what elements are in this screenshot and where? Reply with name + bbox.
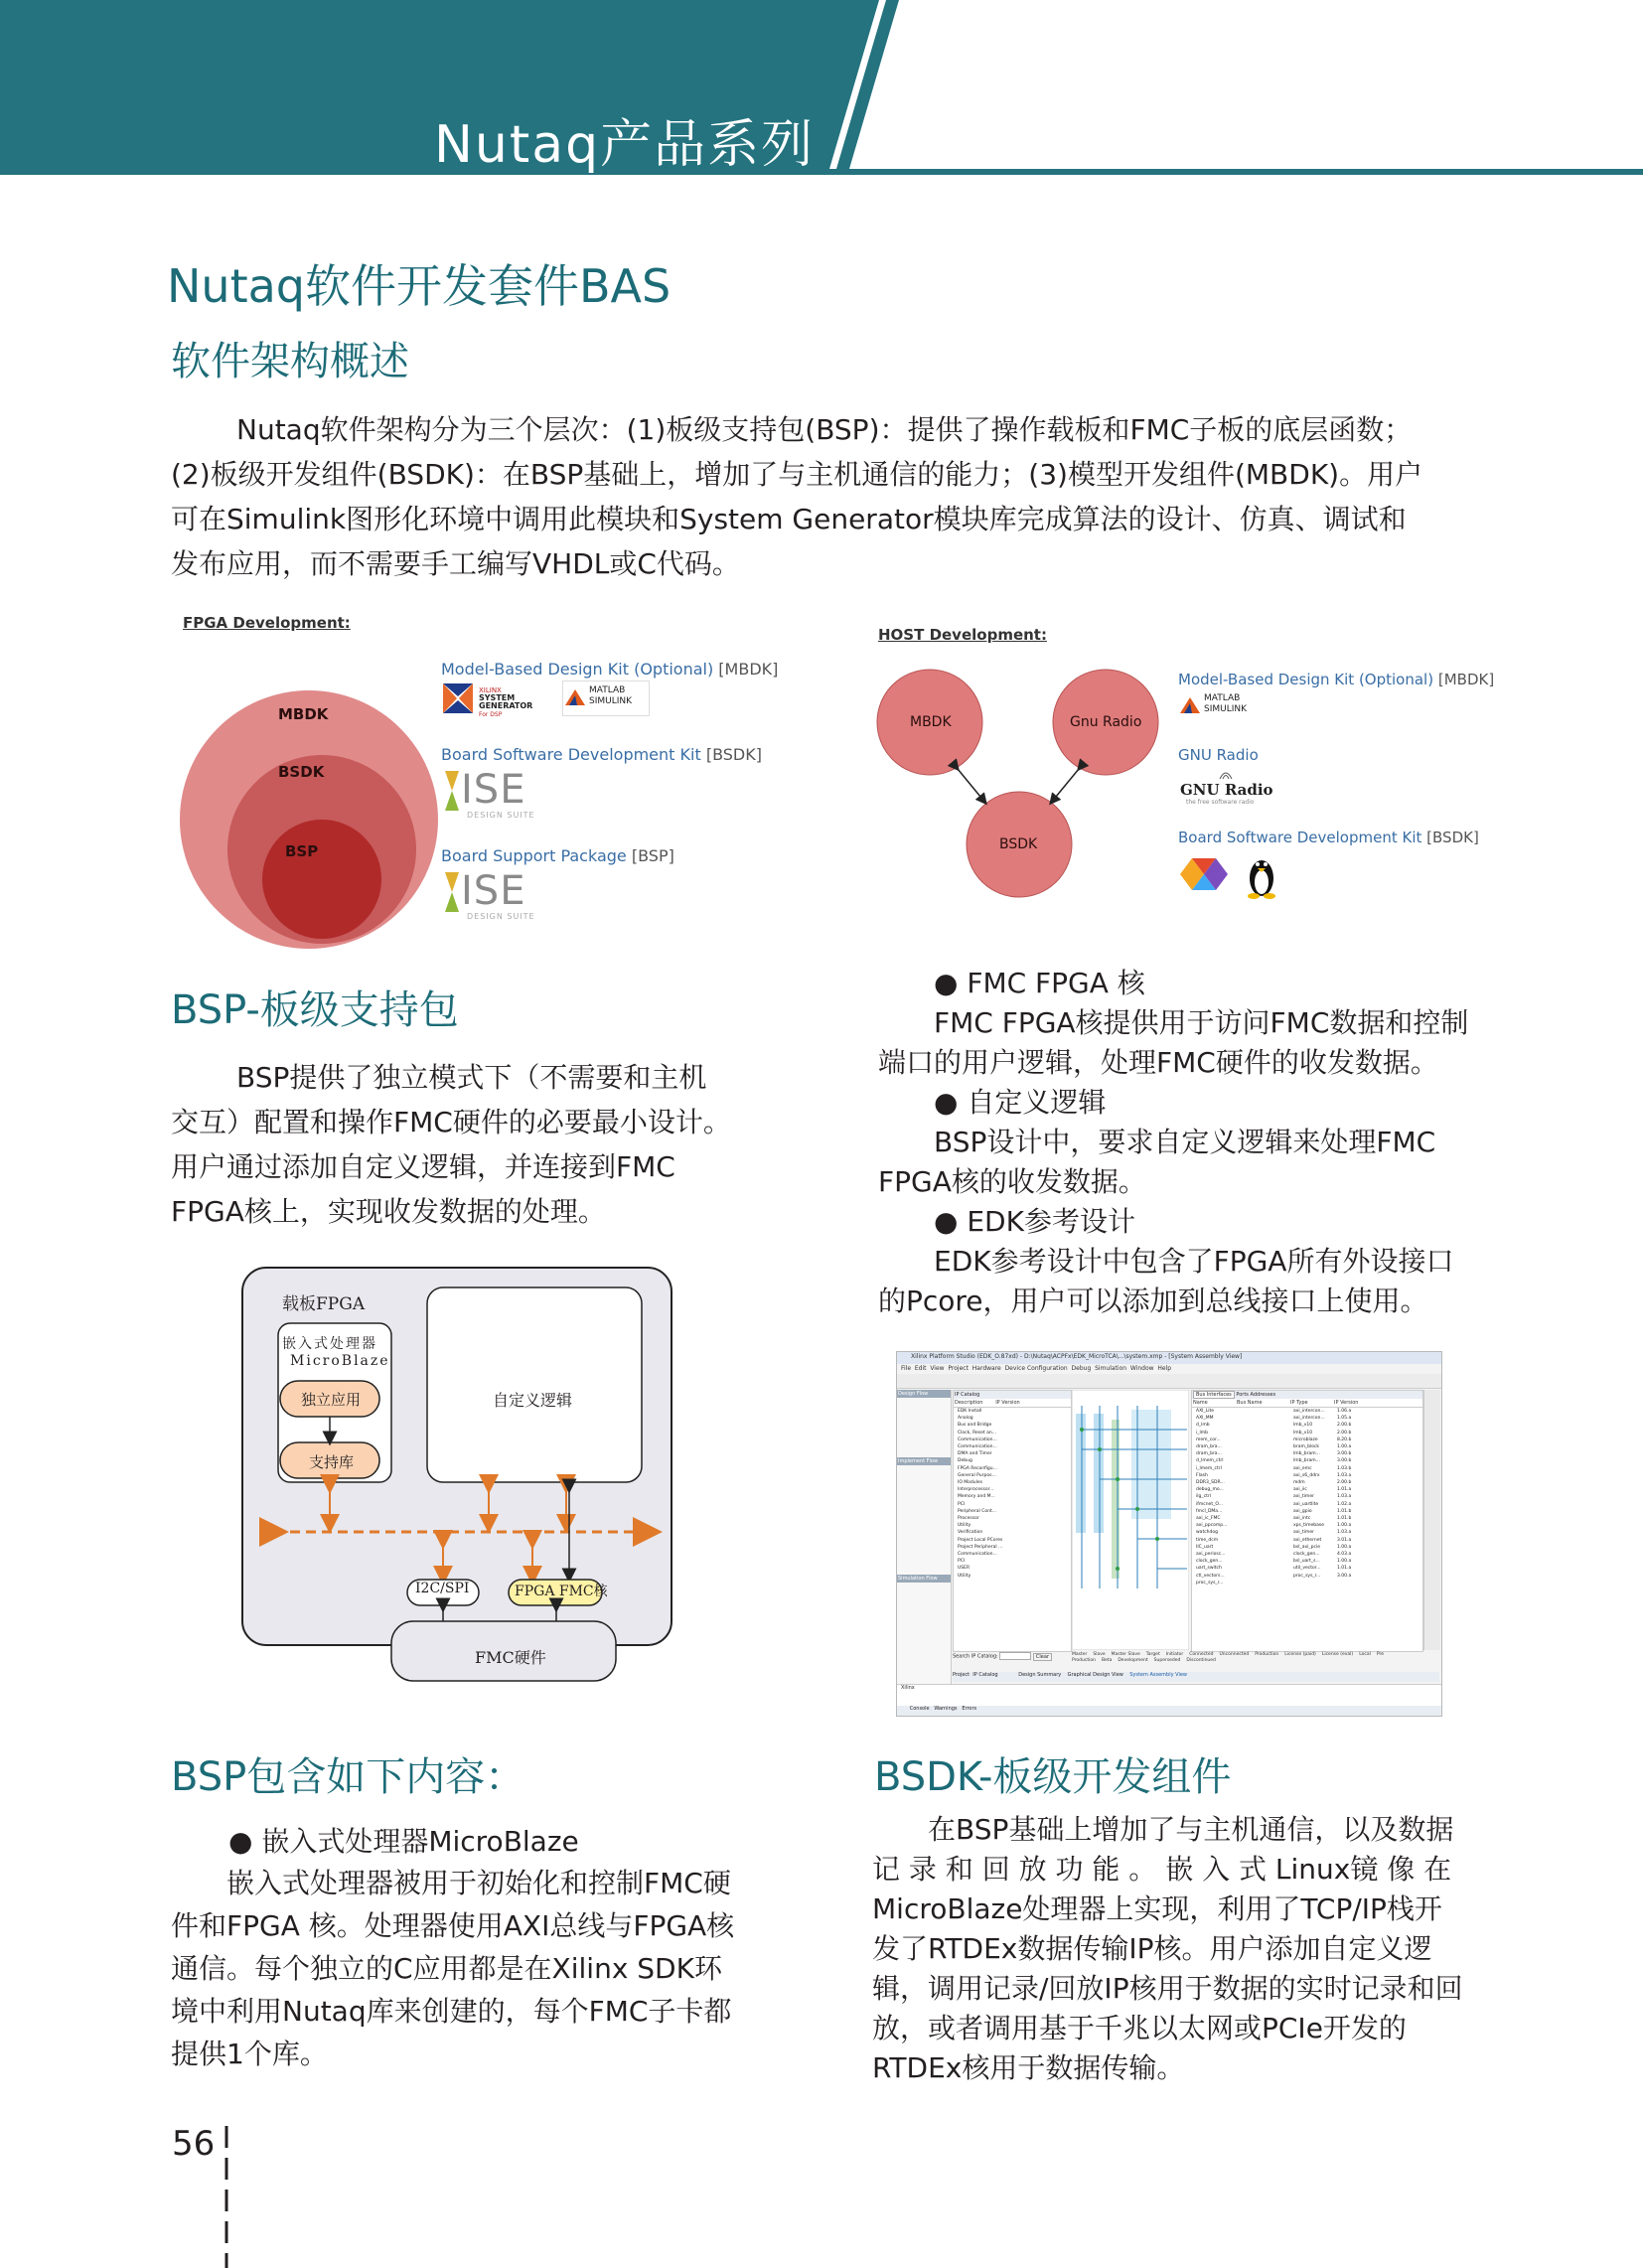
bus-table-row[interactable] (1192, 1515, 1422, 1522)
ip-catalog-row[interactable]: USER (958, 1566, 971, 1572)
bus-name-cell: AXI_Lite (1196, 1409, 1215, 1414)
shot-legend (1072, 1652, 1421, 1672)
kit-name: Model-Based Design Kit (Optional) (441, 660, 714, 679)
legend-item: Pre Production (1072, 1652, 1385, 1663)
overview-line: 发布应用，而不需要手工编写VHDL或C代码。 (171, 547, 740, 580)
ip-catalog-row[interactable]: EDK Install (958, 1409, 982, 1414)
ip-type-cell: bram_block (1293, 1444, 1320, 1450)
ip-catalog-row[interactable]: Communication... (958, 1436, 997, 1442)
matlab-simulink-logo: MATLAB SIMULINK (562, 680, 650, 716)
bsp-line: 交互）配置和操作FMC硬件的必要最小设计。 (171, 1106, 731, 1138)
bus-table-row[interactable] (1192, 1551, 1422, 1558)
bus-name-cell: uart_switch (1196, 1566, 1222, 1572)
bsdk-paragraph (872, 1810, 1468, 2088)
windows-linux-logos (1178, 850, 1287, 900)
bus-name-cell: axi_periosc... (1196, 1552, 1226, 1558)
ip-type-cell: axi_s6_ddrx (1293, 1472, 1320, 1478)
bsp-line: 用户通过添加自定义逻辑，并连接到FMC (171, 1150, 675, 1183)
kit-abbr: [BSP] (631, 846, 674, 865)
ip-version-cell: 1.01.a (1337, 1487, 1352, 1493)
ip-version-cell: 4.03.a (1337, 1552, 1352, 1558)
item-line: FMC FPGA核提供用于访问FMC数据和控制 (934, 1006, 1469, 1039)
ip-catalog-row[interactable]: Project Local PCores (958, 1537, 1003, 1543)
bus-table-row[interactable] (1192, 1479, 1422, 1486)
bus-table-row[interactable] (1192, 1465, 1422, 1472)
bus-table-row[interactable] (1192, 1430, 1422, 1436)
right-column-items (878, 964, 1474, 1321)
mbdk-circle-label: MBDK (278, 705, 329, 723)
bus-name-cell: proc_sys_r... (1196, 1580, 1224, 1586)
ip-version-cell: 1.03.b (1337, 1465, 1352, 1471)
ip-version-cell: 2.00.b (1337, 1480, 1352, 1486)
legend-item: License (eval) (1321, 1652, 1354, 1657)
bsp-content-line: 境中利用Nutaq库来创建的，每个FMC子卡都 (171, 1995, 732, 2028)
ip-type-cell: lmb_v10 (1293, 1423, 1313, 1429)
ip-type-cell: clock_gen... (1293, 1552, 1320, 1558)
ip-version-cell: 2.00.b (1337, 1423, 1352, 1429)
bus-name-cell: fmcl_DMa... (1196, 1508, 1223, 1514)
xps-screenshot (896, 1351, 1442, 1717)
ip-type-cell: lmb_bram... (1293, 1451, 1320, 1457)
ip-type-cell: axi_intercon... (1293, 1416, 1325, 1422)
item-paragraph (878, 1123, 1474, 1202)
bus-name-cell: Flash (1196, 1472, 1208, 1478)
bus-name-cell: watchdog (1196, 1530, 1218, 1536)
bus-name-cell: debug_mo... (1196, 1487, 1224, 1493)
ip-catalog-row[interactable]: Interprocessor... (958, 1487, 994, 1493)
bsdk-line: RTDEx核用于数据传输。 (872, 2051, 1185, 2084)
ip-version-cell: 1.00.a (1337, 1523, 1352, 1529)
bsdk-line: 记 录 和 回 放 功 能 。 嵌 入 式 Linux镜 像 在 (872, 1853, 1452, 1886)
host-kit-bsdk (1178, 829, 1479, 846)
legend-item: Beta (1101, 1658, 1113, 1663)
ip-version-cell: 2.00.b (1337, 1430, 1352, 1436)
kit-name: Model-Based Design Kit (Optional) (1178, 671, 1434, 688)
item-line: BSP设计中，要求自定义逻辑来处理FMC (934, 1126, 1436, 1158)
ip-catalog-row[interactable]: Debug (958, 1458, 972, 1464)
ip-type-cell: bsl_axi_pcie (1293, 1544, 1320, 1550)
ip-type-cell: axi_uartlite (1293, 1501, 1319, 1507)
legend-item: Unconnected (1219, 1652, 1250, 1657)
host-graph-diagram (874, 666, 1172, 914)
ip-version-cell: 1.01.b (1337, 1508, 1352, 1514)
ip-version-cell: 1.02.a (1337, 1501, 1352, 1507)
bus-name-cell: i_lmem_ctrl (1196, 1465, 1222, 1471)
legend-item: Superseded (1153, 1658, 1181, 1663)
ip-catalog-row[interactable]: Communication... (958, 1444, 997, 1450)
ip-type-cell: util_vector... (1293, 1566, 1321, 1572)
overview-line: 可在Simulink图形化环境中调用此模块和System Generator模块库完成算法的设计、仿真、调试和 (171, 503, 1407, 535)
ip-version-cell: 1.03.a (1337, 1494, 1352, 1500)
ip-catalog-list (954, 1408, 1071, 1580)
carrier-fpga-diagram (238, 1264, 675, 1685)
item-bullet: ● EDK参考设计 (934, 1205, 1135, 1238)
standalone-app-label: 独立应用 (301, 1391, 362, 1409)
bus-name-cell: ifmcnet_O... (1196, 1501, 1223, 1507)
bus-table-row[interactable] (1192, 1508, 1422, 1515)
item-line: 端口的用户逻辑，处理FMC硬件的收发数据。 (878, 1046, 1438, 1079)
kit-name: Board Software Development Kit (1178, 829, 1422, 846)
ip-catalog-row[interactable]: Processor (958, 1516, 979, 1522)
bus-table-row[interactable] (1192, 1501, 1422, 1508)
bus-name-cell: i_lmb (1196, 1430, 1208, 1436)
visual-studio-icon (1180, 858, 1228, 890)
shot-design-flow-panel: Design Flow Implement Flow Simulation Flow (897, 1390, 952, 1688)
bus-table-row[interactable] (1192, 1472, 1422, 1479)
bsdk-line: 放，或者调用基于千兆以太网或PCIe开发的 (872, 2012, 1407, 2044)
support-lib-label: 支持库 (309, 1453, 355, 1471)
shot-menubar: File Edit View Project Hardware Device Configuration Debug Simulation Window Help (901, 1365, 1172, 1372)
xilinx-sysgen-logo: XILINX SYSTEM GENERATOR For DSP (441, 681, 555, 717)
page-number: 56 (172, 2124, 216, 2164)
bus-name-cell: axi_ppcomp... (1196, 1523, 1228, 1529)
tux-icon (1248, 860, 1275, 899)
ip-catalog-row[interactable]: Peripheral Cont... (958, 1508, 996, 1514)
ip-type-cell: lmb_v10 (1293, 1430, 1313, 1436)
fpga-kit-bsdk (441, 745, 762, 764)
kit-abbr: [BSDK] (1426, 829, 1479, 846)
ip-catalog-row[interactable]: PCI (958, 1559, 966, 1565)
shot-toolbar (897, 1374, 1441, 1389)
kit-abbr: [MBDK] (1437, 671, 1495, 688)
ip-catalog-row[interactable]: Analog (958, 1416, 973, 1422)
shot-right-sidebar (1423, 1390, 1440, 1650)
bus-name-cell: dram_bra... (1196, 1451, 1222, 1457)
bsp-content-line: 嵌入式处理器被用于初始化和控制FMC硬 (226, 1867, 731, 1899)
bus-name-cell: mem_cor... (1196, 1436, 1221, 1442)
bus-table-row[interactable] (1192, 1573, 1422, 1580)
item-line: EDK参考设计中包含了FPGA所有外设接口 (934, 1245, 1454, 1278)
ip-type-cell: axi_intercon... (1293, 1409, 1325, 1414)
bus-table-row[interactable] (1192, 1450, 1422, 1457)
ip-version-cell: 3.01.a (1337, 1537, 1352, 1543)
ip-type-cell: lmb_bram... (1293, 1458, 1320, 1464)
ip-catalog-row[interactable]: Project Peripheral ... (958, 1544, 1003, 1550)
ip-catalog-row[interactable]: PCI (958, 1501, 966, 1507)
ip-type-cell: proc_sys_r... (1293, 1573, 1321, 1579)
ip-catalog-row[interactable]: Verification (958, 1530, 983, 1536)
bus-table-row[interactable] (1192, 1422, 1422, 1429)
bsdk-line: 发了RTDEx数据传输IP核。用户添加自定义逻 (872, 1932, 1432, 1965)
legend-item: License (paid) (1284, 1652, 1316, 1657)
custom-logic-box (427, 1287, 642, 1482)
item-paragraph (878, 1242, 1474, 1321)
item-line: FPGA核的收发数据。 (878, 1165, 1146, 1198)
microblaze-label: MicroBlaze (290, 1353, 390, 1369)
bsdk-line: 在BSP基础上增加了与主机通信，以及数据 (928, 1813, 1454, 1846)
ip-catalog-row[interactable]: Clock, Reset an... (958, 1430, 996, 1436)
shot-bus-table: Bus Interfaces Ports Addresses Name Bus Name IP Type IP Version AXI_Lite axi_intercon... 1.06.a AXI_MM axi_intercon... 1.05.a d_lmb lmb_v10 2.00.b i_lmb lmb_v10 2.00.b mem_cor... microblaze 8.20.b dram_bra... bram_block 1.00.a dram_bra... lmb_bram... 3.00.b d_lmem_ctrl lmb_bram... 3.00.b i_lmem_ctrl axi_emc 1.03.b Flash axi_s6_ddrx 1.03.a DDR3_SDR... mdm 2.00.b debug_mo... axi_iic 1.01.a ilg_ctrl axi_timer 1.03.a ifmcnet_O... axi_uartlite 1.02.a fmcl_DMa... axi_gpio 1.01.b axi_ic_FMC axi_intc 1.01.b axi_ppcomp... xps_timebase 1.00.a watchdog axi_timer 1.03.a time_dcm axi_ethernet 3.01.a IIC_uart bsl_axi_pcie 1.00.a axi_periosc... clock_gen... 4.03.a clock_gen... bsl_uart_s... 1.00.a uart_switch util_vector... 1.01.a ctl_vectors... proc_sys_r... 3.00.a proc_sys_r... (1191, 1390, 1423, 1652)
item-paragraph (878, 1003, 1474, 1083)
legend-item: Production (1255, 1652, 1279, 1657)
ip-catalog-row[interactable]: Utility (958, 1573, 971, 1579)
fpga-kit-mbdk (441, 660, 778, 679)
ip-type-cell: mdm (1293, 1480, 1305, 1486)
bsdk-line: MicroBlaze处理器上实现，利用了TCP/IP栈开 (872, 1892, 1442, 1925)
kit-name: Board Support Package (441, 846, 627, 865)
ise-logo: ISE DESIGN SUITE (441, 767, 560, 819)
ip-type-cell: axi_iic (1293, 1487, 1307, 1493)
overview-heading: 软件架构概述 (171, 339, 409, 384)
ip-version-cell: 1.05.a (1337, 1416, 1352, 1422)
bus-table-row[interactable] (1192, 1493, 1422, 1500)
ip-type-cell: xps_timebase (1293, 1523, 1325, 1529)
ip-type-cell: microblaze (1293, 1436, 1318, 1442)
ip-version-cell: 1.01.a (1337, 1566, 1352, 1572)
ip-version-cell: 1.03.a (1337, 1472, 1352, 1478)
bus-name-cell: d_lmem_ctrl (1196, 1458, 1224, 1464)
ip-catalog-row[interactable]: Communication... (958, 1552, 997, 1558)
kit-abbr: [MBDK] (718, 660, 779, 679)
fpga-dev-label: FPGA Development: (183, 614, 351, 632)
ip-type-cell: axi_intc (1293, 1516, 1311, 1522)
ip-version-cell: 1.01.b (1337, 1516, 1352, 1522)
ip-version-cell: 1.03.a (1337, 1530, 1352, 1536)
bus-name-cell: time_dcm (1196, 1537, 1219, 1543)
fpga-fmc-core-label: FPGA FMC核 (515, 1584, 608, 1599)
bus-table-row[interactable] (1192, 1537, 1422, 1544)
bsp-content-line: 提供1个库。 (171, 2038, 328, 2070)
legend-item: Master (1072, 1652, 1088, 1657)
bsp-paragraph (171, 1055, 787, 1234)
host-kit-mbdk (1178, 671, 1494, 688)
bus-name-cell: DDR3_SDR... (1196, 1480, 1225, 1486)
kit-name: Board Software Development Kit (441, 745, 701, 764)
shot-bus-diagram (1072, 1390, 1189, 1650)
host-kit-gnuradio: GNU Radio (1178, 746, 1259, 764)
bsp-content-line: 通信。每个独立的C应用都是在Xilinx SDK环 (171, 1952, 722, 1985)
bus-name-cell: IIC_uart (1196, 1544, 1214, 1550)
kit-abbr: [BSDK] (705, 745, 762, 764)
gnuradio-logo: GNU Radio the free software radio (1178, 767, 1277, 807)
overview-line: (2)板级开发组件(BSDK)：在BSP基础上，增加了与主机通信的能力；(3)模型开发组件(MBDK)。用户 (171, 458, 1423, 491)
bus-table-row[interactable] (1192, 1408, 1422, 1415)
ip-catalog-row[interactable]: FPGA Reconfigu... (958, 1465, 997, 1471)
bus-table-row[interactable] (1192, 1436, 1422, 1443)
ip-version-cell: 1.00.a (1337, 1559, 1352, 1565)
bus-table-row[interactable] (1192, 1443, 1422, 1450)
legend-item: Target (1145, 1652, 1160, 1657)
item-line: 的Pcore，用户可以添加到总线接口上使用。 (878, 1285, 1428, 1317)
host-dev-label: HOST Development: (878, 626, 1047, 644)
ip-catalog-row[interactable]: DMA and Timer (958, 1451, 992, 1457)
ip-type-cell: axi_gpio (1293, 1508, 1312, 1514)
bus-table-row[interactable] (1192, 1558, 1422, 1565)
bsp-content-heading: BSP包含如下内容： (171, 1754, 525, 1800)
fpga-kit-bsp (441, 846, 674, 865)
ip-catalog-row[interactable]: Memory and M... (958, 1494, 995, 1500)
bsdk-line: 辑，调用记录/回放IP核用于数据的实时记录和回 (872, 1972, 1463, 2005)
legend-item: Discontinued (1186, 1658, 1216, 1663)
ip-type-cell: axi_timer (1293, 1530, 1314, 1536)
legend-item: Connected (1189, 1652, 1214, 1657)
fmc-hardware-label: FMC硬件 (475, 1648, 546, 1667)
bsp-heading: BSP-板级支持包 (171, 987, 459, 1033)
ip-type-cell: bsl_uart_s... (1293, 1559, 1320, 1565)
bus-name-cell: d_lmb (1196, 1423, 1210, 1429)
ise-logo: ISE DESIGN SUITE (441, 868, 560, 920)
shot-search-row: Search IP Catalog: Clear (953, 1652, 1070, 1662)
host-node-mbdk: MBDK (910, 714, 952, 730)
bus-table-row[interactable] (1192, 1544, 1422, 1551)
legend-item: Local (1359, 1652, 1371, 1657)
shot-title: Xilinx Platform Studio (EDK_O.87xd) - D:\Nutaq\ACPFx\EDK_MicroTCA\...\system.xmp - [System Assembly View] (911, 1353, 1243, 1360)
shot-ip-catalog: IP Catalog Description IP Version EDK Install Analog Bus and Bridge Clock, Reset an... Communication... Communication... DMA and Timer Debug FPGA Reconfigu... General Purpos... IO Modules Interprocessor... Memory and M... PCI Peripheral Cont... Processor Utility Verification Project Local PCores Project Peripheral ... Communication... PCI USER Utility (953, 1390, 1072, 1652)
ip-version-cell: 8.20.b (1337, 1436, 1352, 1442)
document-title: Nutaq软件开发套件BAS (167, 259, 672, 313)
bus-table-rows (1192, 1408, 1422, 1587)
bus-table-row[interactable] (1192, 1529, 1422, 1536)
i2c-spi-label: I2C/SPI (415, 1581, 470, 1596)
ip-catalog-row[interactable]: Utility (958, 1523, 971, 1529)
bsdk-circle-label: BSDK (278, 763, 325, 781)
ip-version-cell: 1.06.a (1337, 1409, 1352, 1414)
legend-item: Development (1118, 1658, 1148, 1663)
shot-view-tabs: Project IP Catalog Design Summary Graphical Design View System Assembly View (953, 1672, 1439, 1682)
shot-titlebar (897, 1352, 1441, 1364)
bus-name-cell: ctl_vectors... (1196, 1573, 1225, 1579)
overview-line: Nutaq软件架构分为三个层次：(1)板级支持包(BSP)：提供了操作载板和FMC子板的底层函数； (236, 413, 1413, 446)
bsp-circle (262, 820, 381, 939)
legend-item: Slave (1093, 1652, 1106, 1657)
page-title: Nutaq产品系列 (434, 115, 816, 175)
ip-catalog-row[interactable]: General Purpos... (958, 1472, 996, 1478)
bus-table-row[interactable] (1192, 1415, 1422, 1422)
ip-type-cell: axi_ethernet (1293, 1537, 1322, 1543)
host-node-bsdk: BSDK (999, 836, 1038, 852)
bus-table-row[interactable] (1192, 1580, 1422, 1587)
ip-version-cell: 1.00.a (1337, 1444, 1352, 1450)
host-node-gnuradio: Gnu Radio (1070, 714, 1142, 730)
bus-table-row[interactable] (1192, 1457, 1422, 1464)
matlab-simulink-logo: MATLAB SIMULINK (1178, 689, 1264, 723)
bsp-line: BSP提供了独立模式下（不需要和主机 (236, 1061, 707, 1094)
shot-console: Xilinx (897, 1684, 1441, 1707)
item-bullet: ● FMC FPGA 核 (934, 967, 1145, 999)
ip-version-cell: 3.00.b (1337, 1458, 1352, 1464)
ip-version-cell: 3.00.b (1337, 1451, 1352, 1457)
bus-name-cell: clock_gen... (1196, 1559, 1223, 1565)
bus-table-row[interactable] (1192, 1522, 1422, 1529)
embedded-processor-label: 嵌入式处理器 (282, 1336, 377, 1352)
ip-type-cell: axi_timer (1293, 1494, 1314, 1500)
footer-dashed-line (224, 2126, 228, 2268)
legend-item: Initiator (1165, 1652, 1184, 1657)
shot-console-tabs: Console Warnings Errors (897, 1706, 1441, 1716)
ip-version-cell: 1.00.a (1337, 1544, 1352, 1550)
bsp-content-paragraph (171, 1862, 787, 2075)
carrier-fpga-label: 载板FPGA (282, 1294, 366, 1314)
custom-logic-label: 自定义逻辑 (493, 1391, 573, 1410)
ip-version-cell: 3.00.a (1337, 1573, 1352, 1579)
bus-table-row[interactable] (1192, 1565, 1422, 1572)
ip-catalog-row[interactable]: IO Modules (958, 1480, 983, 1486)
bus-name-cell: axi_ic_FMC (1196, 1516, 1221, 1522)
bsdk-heading: BSDK-板级开发组件 (874, 1754, 1232, 1800)
microblaze-bullet: ● 嵌入式处理器MicroBlaze (228, 1825, 579, 1858)
bus-name-cell: dram_bra... (1196, 1444, 1222, 1450)
ip-type-cell: axi_emc (1293, 1465, 1312, 1471)
bsp-circle-label: BSP (285, 842, 319, 860)
bsp-line: FPGA核上，实现收发数据的处理。 (171, 1195, 606, 1228)
legend-item: Master Slave (1111, 1652, 1140, 1657)
header-band (0, 0, 1643, 179)
bus-name-cell: AXI_MM (1196, 1416, 1214, 1422)
bus-name-cell: ilg_ctrl (1196, 1494, 1211, 1500)
ip-catalog-row[interactable]: Bus and Bridge (958, 1423, 992, 1429)
item-bullet: ● 自定义逻辑 (934, 1086, 1107, 1119)
bus-table-row[interactable] (1192, 1486, 1422, 1493)
bsp-content-line: 件和FPGA 核。处理器使用AXI总线与FPGA核 (171, 1909, 735, 1942)
overview-paragraph (171, 407, 1502, 586)
